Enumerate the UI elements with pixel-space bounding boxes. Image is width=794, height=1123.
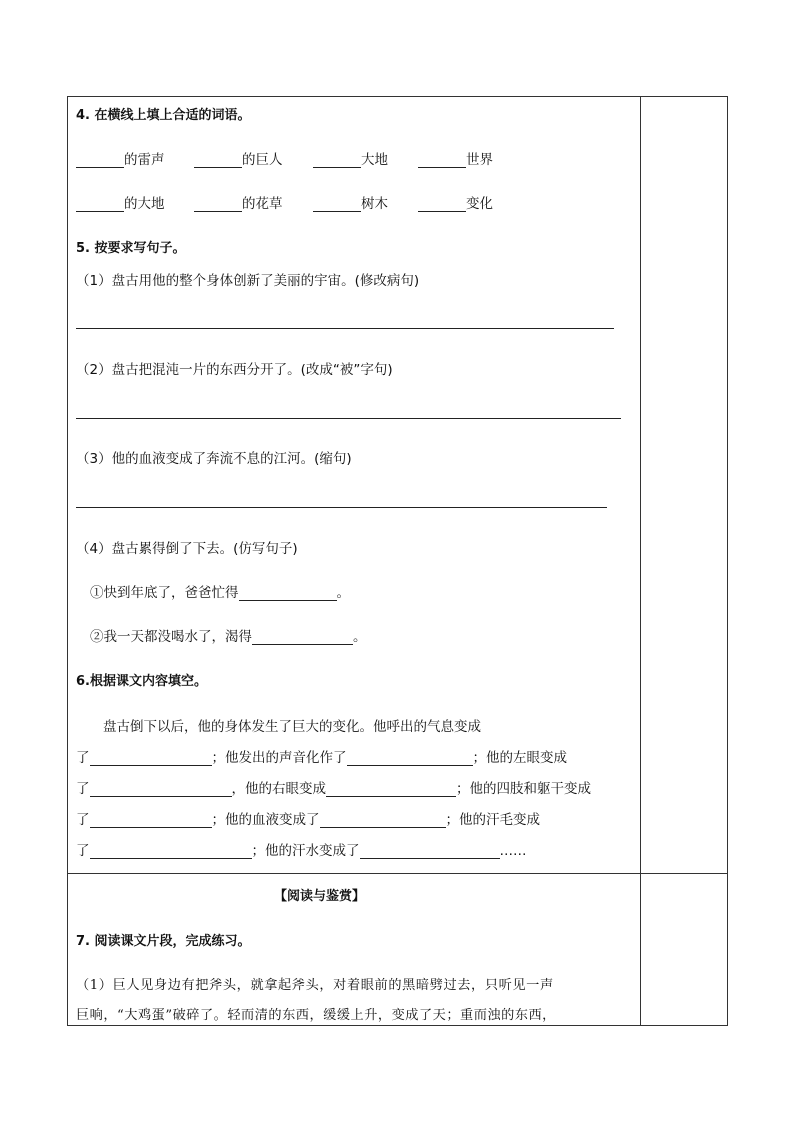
q6-line4-a: 了	[76, 812, 90, 828]
q4-row2-word1: 的大地	[124, 196, 165, 212]
q4-row2-word3: 树木	[361, 196, 388, 212]
q6-line2	[76, 746, 567, 766]
q4-row1-item4	[418, 148, 493, 168]
q6-line4-b: ；他的血液变成了	[211, 812, 320, 828]
q5-title: 5. 按要求写句子。	[76, 241, 186, 256]
q5-imitate-b-text: ②我一天都没喝水了，渴得	[90, 629, 252, 645]
q6-line4-c: ；他的汗毛变成	[445, 812, 540, 828]
q5-imitate-a	[90, 581, 350, 601]
q5-imitate-a-text: ①快到年底了，爸爸忙得	[90, 585, 239, 601]
q4-row2-word2: 的花草	[242, 196, 283, 212]
q4-row2-item3	[313, 192, 388, 212]
q4-row1-word3: 大地	[361, 152, 388, 168]
q5-imitate-b-end: 。	[353, 629, 367, 645]
q6-line3-a: 了	[76, 781, 90, 797]
table-column-divider	[640, 96, 641, 1026]
q6-line3-b: ，他的右眼变成	[231, 781, 326, 797]
q6-line2-a: 了	[76, 750, 90, 766]
q6-title: 6.根据课文内容填空。	[76, 674, 207, 689]
q6-line2-c: ；他的左眼变成	[472, 750, 567, 766]
q6-line1: 盘古倒下以后，他的身体发生了巨大的变化。他呼出的气息变成	[103, 719, 481, 735]
q5-imitate-a-end: 。	[336, 585, 350, 601]
q4-title: 4. 在横线上填上合适的词语。	[76, 108, 251, 123]
q4-row1-word1: 的雷声	[124, 152, 165, 168]
q4-row1-item3	[313, 148, 388, 168]
worksheet-table	[67, 96, 728, 1026]
q4-row1-word4: 世界	[466, 152, 493, 168]
q6-line4	[76, 808, 540, 828]
q6-line3-c: ；他的四肢和躯干变成	[456, 781, 591, 797]
q4-row1-word2: 的巨人	[242, 152, 283, 168]
q5-sentence2: （2）盘古把混沌一片的东西分开了。(改成“被”字句)	[76, 362, 393, 378]
q6-line5-c: ……	[499, 843, 527, 859]
q5-sentence1: （1）盘古用他的整个身体创新了美丽的宇宙。(修改病句)	[76, 273, 420, 289]
q6-line2-b: ；他发出的声音化作了	[211, 750, 347, 766]
section-heading: 【阅读与鉴赏】	[274, 889, 366, 904]
q6-line3	[76, 777, 591, 797]
q7-title: 7. 阅读课文片段，完成练习。	[76, 934, 251, 949]
q6-line5	[76, 839, 527, 859]
q4-row2-item4	[418, 192, 493, 212]
q7-passage-line1: （1）巨人见身边有把斧头，就拿起斧头，对着眼前的黑暗劈过去，只听见一声	[76, 978, 554, 993]
q5-answer-line3	[76, 507, 607, 508]
q7-passage-line2: 巨响，“大鸡蛋”破碎了。轻而清的东西，缓缓上升，变成了天；重而浊的东西，	[76, 1008, 556, 1023]
q6-line5-a: 了	[76, 843, 90, 859]
q4-row2-item2	[194, 192, 283, 212]
q4-row2-item1	[76, 192, 165, 212]
q5-answer-line2	[76, 418, 621, 419]
q4-row2-word4: 变化	[466, 196, 493, 212]
q4-row1-item2	[194, 148, 283, 168]
q6-line5-b: ；他的汗水变成了	[251, 843, 360, 859]
q5-answer-line1	[76, 328, 614, 329]
table-row-divider	[67, 873, 727, 874]
q4-row1-item1	[76, 148, 165, 168]
q5-imitate-b	[90, 625, 367, 645]
q5-sentence3: （3）他的血液变成了奔流不息的江河。(缩句)	[76, 451, 352, 467]
q5-sentence4: （4）盘古累得倒了下去。(仿写句子)	[76, 541, 298, 557]
